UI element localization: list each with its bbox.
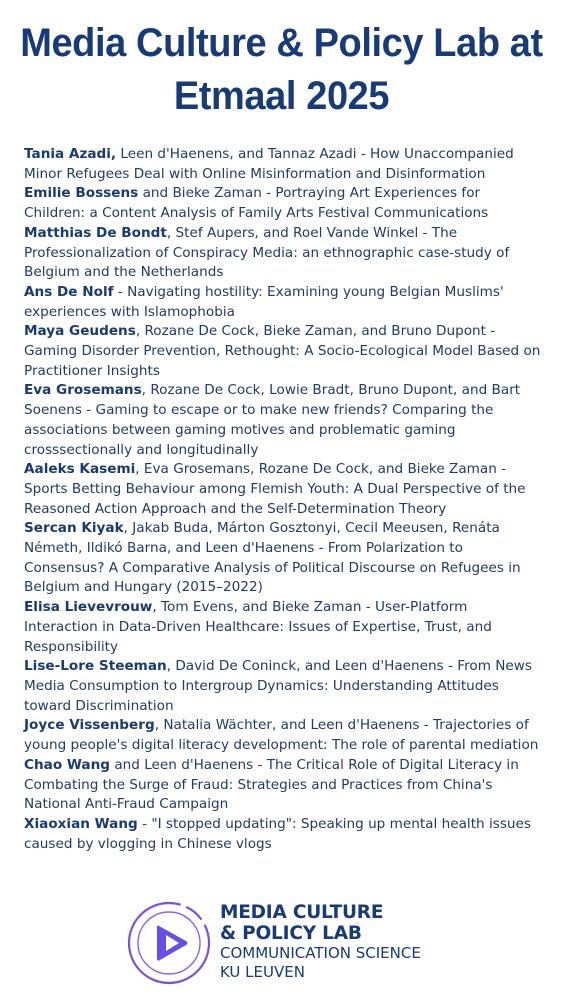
entry-text: , Tom Evens, and Bieke Zaman - User-Platform Interaction in Data-Driven Healthcare: Issues of Expertise, Trust, and Responsibility (24, 599, 492, 655)
list-item (24, 598, 544, 657)
entry-lead-author: Xiaoxian Wang (24, 815, 138, 832)
logo-wordmark (220, 902, 460, 982)
entry-text: , Stef Aupers, and Roel Vande Winkel - The Professionalization of Conspiracy Media: an ethnographic case-study of Belgium and the Netherlands (24, 224, 510, 281)
entry-lead-author: Matthias De Bondt (24, 224, 167, 241)
entry-lead-author: Elisa Lievevrouw (24, 599, 153, 616)
entry-text: - Navigating hostility: Examining young Belgian Muslims' experiences with Islamophobia (24, 283, 504, 320)
entry-text: - "I stopped updating": Speaking up mental health issues caused by vlogging in Chinese vlogs (24, 815, 531, 852)
entry-lead-author: Joyce Vissenberg (24, 717, 155, 734)
entry-lead-author: Ans De Nolf (24, 283, 114, 300)
entry-lead-author: Emilie Bossens (24, 185, 139, 202)
list-item (24, 460, 544, 519)
list-item (24, 756, 544, 815)
entry-lead-author: Eva Grosemans (24, 382, 142, 399)
entry-text: , Rozane De Cock, Lowie Bradt, Bruno Dupont, and Bart Soenens - Gaming to escape or to make new friends? Comparing the associations between gaming motives and problematic gaming crosssectionally and longitudinally (24, 382, 521, 458)
entry-lead-author: Aaleks Kasemi (24, 461, 136, 478)
list-item (24, 716, 544, 755)
entry-text: and Leen d'Haenens - The Critical Role of Digital Literacy in Combating the Surge of Fraud: Strategies and Practices from China's National Anti-Fraud Campaign (24, 756, 519, 813)
list-item (24, 381, 544, 460)
logo-line-communication-science: COMMUNICATION SCIENCE (220, 944, 421, 962)
entry-text: , Jakab Buda, Márton Gosztonyi, Cecil Meeusen, Renáta Németh, Ildikó Barna, and Leen d'Haenens - From Polarization to Consensus? A Comparative Analysis of Political Discourse on Refugees in Belgium and Hungary (2015–2022) (24, 520, 521, 596)
logo-line-policy-lab: & POLICY LAB (220, 923, 362, 944)
play-icon (126, 900, 212, 986)
list-item (24, 519, 544, 598)
entry-text: , Natalia Wächter, and Leen d'Haenens - Trajectories of young people's digital literacy development: The role of parental mediation (24, 717, 539, 754)
list-item (24, 145, 544, 184)
entry-text: , Eva Grosemans, Rozane De Cock, and Bieke Zaman - Sports Betting Behaviour among Flemish Youth: A Dual Perspective of the Reasoned Action Approach and the Self-Determination Theory (24, 461, 526, 517)
logo-line-ku-leuven: KU LEUVEN (220, 963, 305, 981)
entry-text: , Rozane De Cock, Bieke Zaman, and Bruno Dupont - Gaming Disorder Prevention, Rethought: A Socio-Ecological Model Based on Practitioner Insights (24, 323, 541, 379)
page-title: Media Culture & Policy Lab at Etmaal 2025 (20, 21, 543, 119)
entry-text: , David De Coninck, and Leen d'Haenens - From News Media Consumption to Intergroup Dynamics: Understanding Attitudes toward Discrimination (24, 658, 532, 714)
logo-line-media-culture: MEDIA CULTURE (220, 902, 384, 923)
list-item (24, 815, 544, 854)
lab-logo (120, 894, 450, 990)
list-item (24, 283, 544, 322)
list-item (24, 224, 544, 283)
entry-lead-author: Lise-Lore Steeman (24, 658, 167, 675)
entry-lead-author: Chao Wang (24, 756, 110, 773)
entry-list (24, 145, 544, 854)
list-item (24, 184, 544, 223)
entry-text: Leen d'Haenens, and Tannaz Azadi - How Unaccompanied Minor Refugees Deal with Online Misinformation and Disinformation (24, 146, 514, 182)
entry-lead-author: Sercan Kiyak (24, 520, 124, 537)
list-item (24, 322, 544, 381)
list-item (24, 657, 544, 716)
entry-lead-author: Maya Geudens (24, 323, 136, 340)
entry-text: and Bieke Zaman - Portraying Art Experiences for Children: a Content Analysis of Family Arts Festival Communications (24, 185, 489, 222)
entry-lead-author: Tania Azadi, (24, 146, 117, 162)
